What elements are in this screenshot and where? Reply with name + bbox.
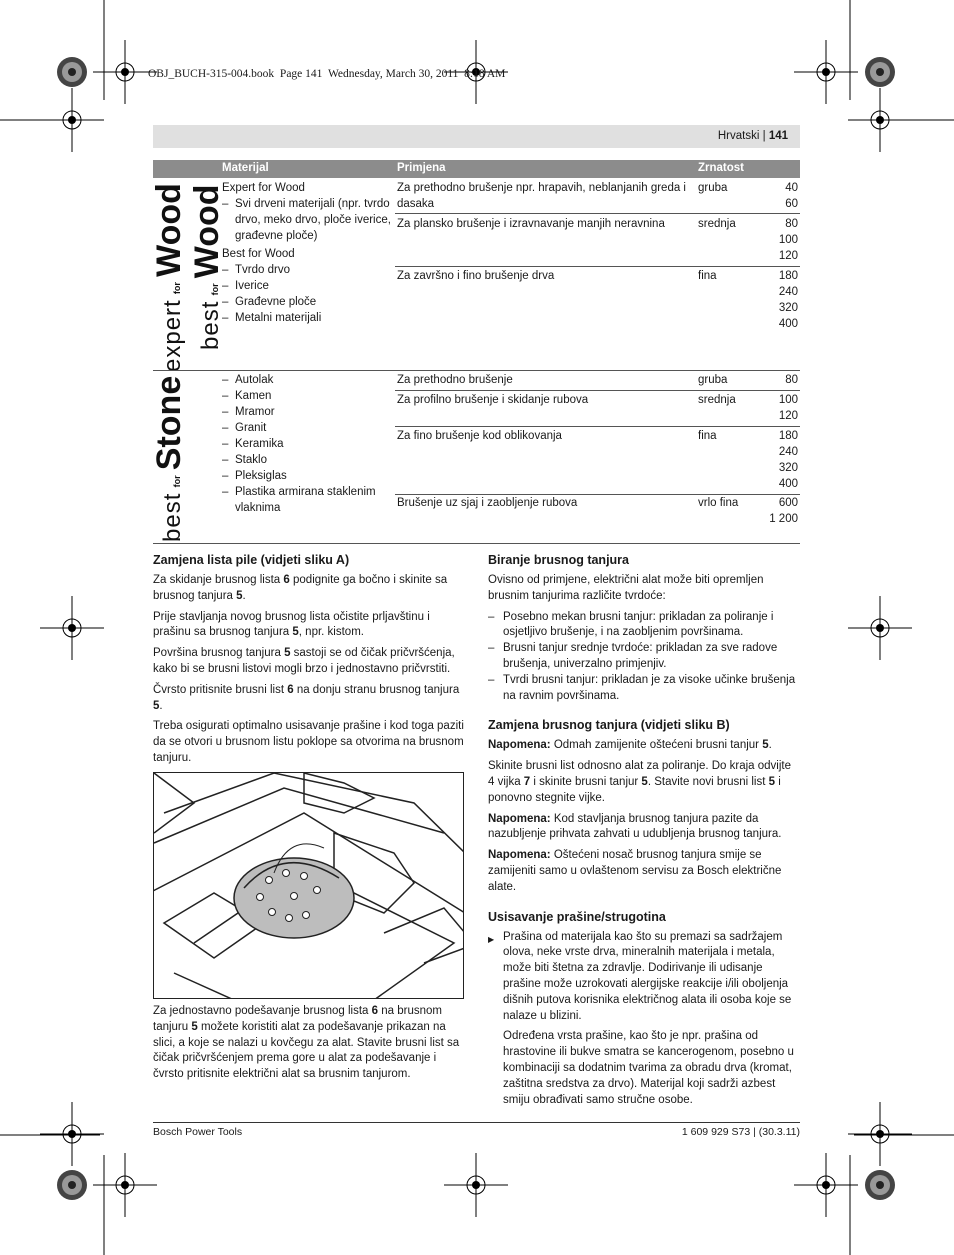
grit-value: 180 [778,430,798,442]
paragraph: Za jednostavno podešavanje brusnog lista 6 na brusnom tanjuru 5 možete koristiti alat za podešavanje prikazan na slici, a koje se nalazi u kovčegu za alat. Stavite brusni list sa čičak pričvršćenjem prema gore u alat za podešavanje i čvrsto pritisnite električni alat sa brusnim tanjurom. [153,1005,460,1081]
logo-best-for-stone: best for Stone [150,375,188,542]
row-divider [395,390,800,391]
section-heading: Zamjena brusnog tanjura (vidjeti sliku B) [488,718,730,733]
grit-value: 40 [785,182,798,194]
disc-type-list [488,610,800,705]
paragraph: Za skidanje brusnog lista 6 podignite ga bočno i skinite sa brusnog tanjura 5. [153,574,448,602]
list-item: – Metalni materijali [222,310,392,326]
section-heading: Biranje brusnog tanjura [488,553,629,567]
warning-list [488,930,800,1025]
wood-best-title: Best for Wood [222,248,295,260]
column-header: Materijal [222,162,269,174]
note: Napomena: Kod stavljanja brusnog tanjura pazite da nazubljenje prihvata zahvati u udubljenja brusnog tanjura. [488,812,782,841]
page-header [153,125,800,148]
wood-row-3: Za završno i fino brušenje drva [397,270,555,282]
list-item: – Pleksiglas [222,468,387,484]
stone-row-3: Za fino brušenje kod oblikovanja [397,430,562,442]
list-item: – Tvrdi brusni tanjur: prikladan je za visoke učinke brušenja na ravnim površinama. [488,673,800,705]
paragraph: Skinite brusni list odnosno alat za poliranje. Do kraja odvijte 4 vijka 7 i skinite brusni tanjur 5. Stavite novi brusni list 5 i ponovno stegnite vijke. [488,760,791,804]
footer-left: Bosch Power Tools [153,1126,243,1138]
stone-grit-2: srednja [698,394,736,406]
paragraph: Čvrsto pritisnite brusni list 6 na donju stranu brusnog tanjura 5. [153,683,460,712]
list-item: – Iverice [222,278,392,294]
grit-value: 80 [785,374,798,386]
grit-value: 240 [778,446,798,458]
grit-value: 80 [785,218,798,230]
grit-value: 320 [778,462,798,474]
wood-expert-list [222,196,392,244]
header-language: Hrvatski [717,130,760,142]
illustration-adjustment-tool [153,772,464,999]
list-item: – Građevne ploče [222,294,392,310]
column-header: Primjena [397,162,446,174]
row-divider [395,266,800,267]
grit-value: 400 [778,318,798,330]
list-item: – Svi drveni materijali (npr. tvrdo drvo, meko drvo, ploče iverice, građevne ploče) [222,196,392,244]
paragraph: Određena vrsta prašine, kao što je npr. prašina od hrastovine ili bukve smatra se kancerogenom, posebno u kombinaciji sa dodatnim tvarima za obradu drva (kromat, zaštitna sredstva za drvo). Materijal koji sadrži azbest smiju obrađivati samo stručne osobe. [503,1030,794,1106]
stone-grit-3: fina [698,430,717,442]
grit-value: 120 [778,410,798,422]
logo-best-for-wood: best for Wood [188,184,226,350]
warning-item: ▶ Prašina od materijala kao što su premazi sa sadržajem olova, neke vrste drva, mineralnih materijala i metala, može biti štetna za zdravlje. Dodirivanje ili udisanje prašine može uzrokovati alergijske reakcije i/ili oboljenja dišnih putova korisnika električnog alata ili osoba koje se nalaze u blizini. [488,930,800,1025]
paragraph: Ovisno od primjene, električni alat može biti opremljen brusnim tanjurima različite tvrdoće: [488,574,764,602]
grit-value: 240 [778,286,798,298]
row-divider [395,213,800,214]
stone-row-2: Za profilno brušenje i skidanje rubova [397,394,589,406]
stone-material-list [222,372,387,516]
table-header [153,160,800,178]
section-heading: Zamjena lista pile (vidjeti sliku A) [153,553,350,567]
wood-grit-1: gruba [698,182,728,194]
stone-row-4: Brušenje uz sjaj i zaobljenje rubova [397,497,578,509]
footer-right: 1 609 929 S73 | (30.3.11) [681,1126,800,1138]
list-item: – Granit [222,420,387,436]
grit-value: 100 [778,234,798,246]
header-separator: | [762,130,766,142]
footer-rule [153,1122,800,1123]
list-item: – Kamen [222,388,387,404]
section-divider [153,370,800,371]
grit-value: 100 [778,394,798,406]
table-bottom-rule [153,543,800,544]
list-item: – Tvrdo drvo [222,262,392,278]
right-column [488,553,800,1113]
stone-grit-1: gruba [698,374,728,386]
grit-value: 1 200 [769,513,798,525]
wood-expert-title: Expert for Wood [222,182,305,194]
paragraph: Prije stavljanja novog brusnog lista očistite prljavštinu i prašinu sa brusnog tanjura 5, npr. kistom. [153,610,430,639]
section-heading: Usisavanje prašine/strugotina [488,909,666,924]
wood-best-list [222,262,392,326]
paragraph: Treba osigurati optimalno usisavanje prašine i kod toga paziti da se otvori u brusnom listu poklope sa otvorima na brusnom tanjuru. [153,720,464,764]
left-column-bottom [153,1004,465,1088]
paragraph: Površina brusnog tanjura 5 sastoji se od čičak pričvršćenja, kako bi se brusni listovi mogli brzo i jednostavno pričvrstiti. [153,647,455,675]
wood-row-1: Za prethodno brušenje npr. hrapavih, neblanjanih greda i dasaka [397,182,686,210]
grit-value: 120 [778,250,798,262]
wood-grit-3: fina [698,270,717,282]
grit-value: 400 [778,478,798,490]
list-item: – Brusni tanjur srednje tvrdoće: prikladan za sve radove brušenja, univerzalno primjenjiv. [488,641,800,673]
print-header: OBJ_BUCH-315-004.book Page 141 Wednesday, March 30, 2011 8:18 AM [148,68,506,80]
wood-grit-2: srednja [698,218,736,230]
grit-value: 180 [778,270,798,282]
wood-row-2: Za plansko brušenje i izravnavanje manjih neravnina [397,218,665,230]
grit-value: 320 [778,302,798,314]
left-column [153,553,465,772]
list-item: – Staklo [222,452,387,468]
list-item: – Posebno mekan brusni tanjur: prikladan za poliranje i osjetljivo brušenje, i na zaobljenim površinama. [488,610,800,642]
page-number: 141 [768,130,788,142]
grit-value: 60 [785,198,798,210]
note: Napomena: Oštećeni nosač brusnog tanjura smije se zamijeniti samo u ovlaštenom servisu za Bosch električne alate. [488,849,782,893]
logo-expert-for-wood: expert for Wood [150,183,188,372]
list-item: – Keramika [222,436,387,452]
row-divider [395,426,800,427]
note: Napomena: Odmah zamijenite oštećeni brusni tanjur 5. [488,739,772,752]
grit-value: 600 [778,497,798,509]
list-item: – Mramor [222,404,387,420]
list-item: – Plastika armirana staklenim vlaknima [222,484,387,516]
stone-row-1: Za prethodno brušenje [397,374,513,386]
column-header: Zrnatost [698,162,744,174]
stone-grit-4: vrlo fina [698,497,739,509]
list-item: – Autolak [222,372,387,388]
